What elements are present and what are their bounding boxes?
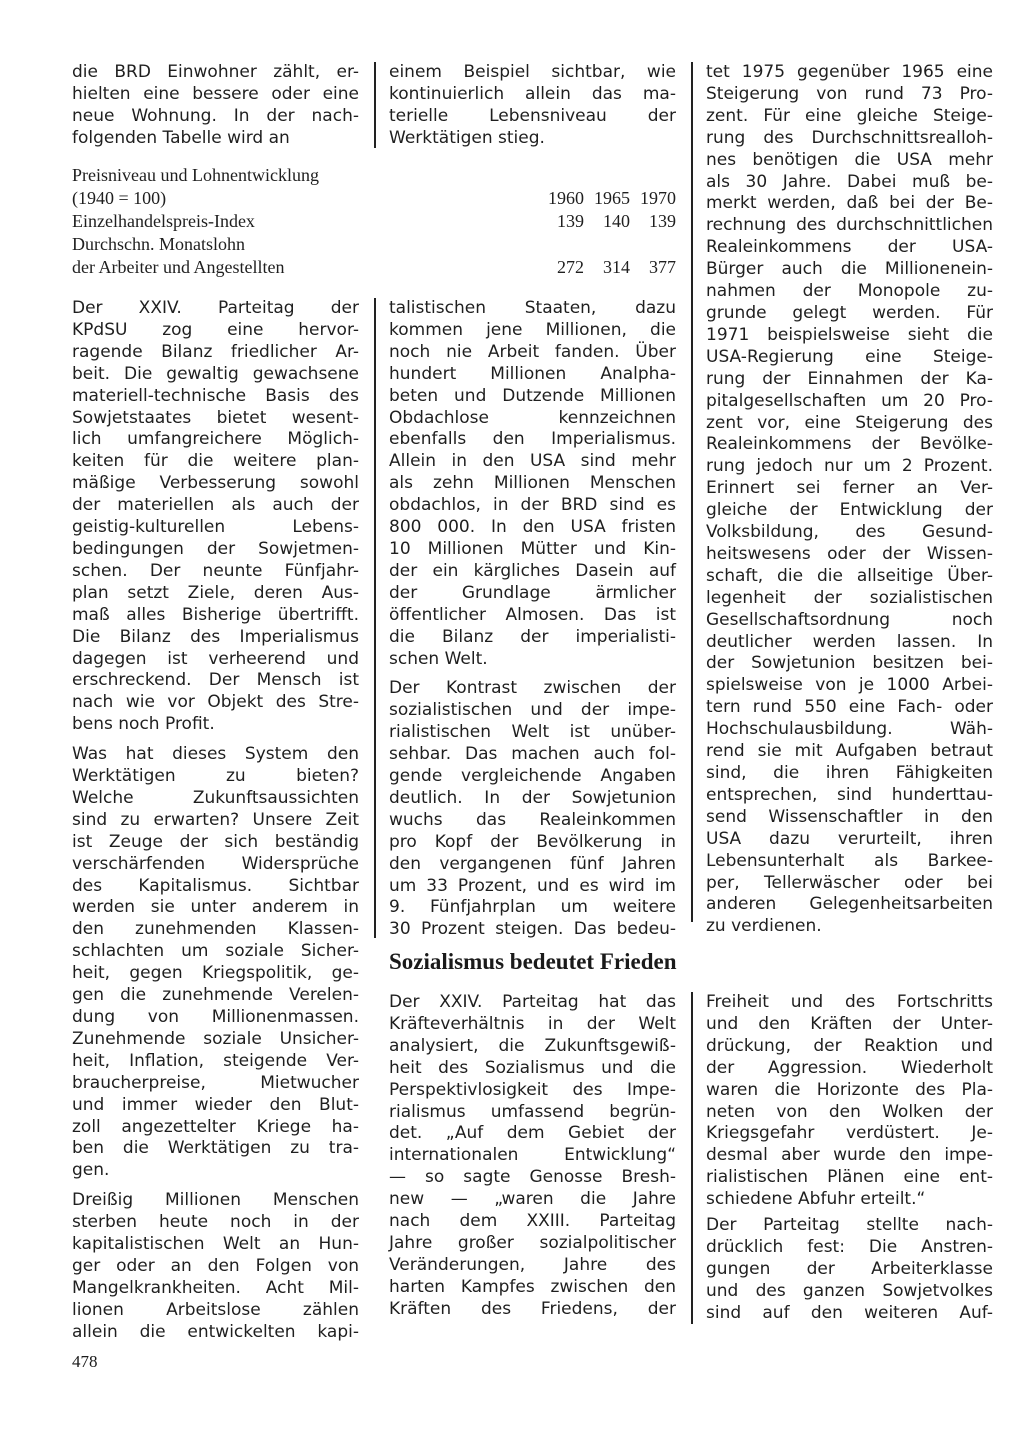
- text-line: den vergangenen fünf Jahren: [389, 853, 676, 874]
- text-line: sterben heute noch in der: [72, 1212, 359, 1233]
- text-line: nach dem XXIII. Parteitag: [389, 1211, 676, 1232]
- text-line: rend sie mit Aufgaben betraut: [706, 741, 993, 762]
- text-line: ben die Werktätigen zu tra-: [72, 1138, 359, 1159]
- text-line: gungen der Arbeiterklasse: [706, 1258, 993, 1279]
- table-row: [72, 256, 676, 279]
- text-line: sozialistischen und der impe-: [389, 700, 676, 721]
- text-line: per, Tellerwäscher oder bei: [706, 872, 993, 893]
- text-line: Jahre großer sozialpolitischer: [389, 1232, 676, 1253]
- text-line: dagegen ist verheerend und: [72, 648, 359, 669]
- paragraph: [389, 678, 676, 941]
- text-line: nes benötigen die USA mehr: [706, 149, 993, 170]
- text-line: sehbar. Das machen auch fol-: [389, 744, 676, 765]
- text-line: KPdSU zog eine hervor-: [72, 319, 359, 340]
- text-line: bens noch Profit.: [72, 714, 215, 735]
- text-line: verschärfenden Widersprüche: [72, 853, 359, 874]
- text-line: geistig-kulturellen Lebens-: [72, 517, 359, 538]
- text-line: merkt werden, daß bei der Be-: [706, 193, 993, 214]
- text-line: Was hat dieses System den: [72, 744, 359, 765]
- text-line: Dreißig Millionen Menschen: [72, 1190, 359, 1211]
- text-line: schen. Der neunte Fünfjahr-: [72, 560, 359, 581]
- table-row: [72, 233, 676, 256]
- text-line: lionen Arbeitslose zählen: [72, 1299, 359, 1320]
- text-line: kapitalistischen Welt an Hun-: [72, 1234, 359, 1255]
- text-line: Hochschulausbildung. Wäh-: [706, 719, 993, 740]
- text-line: zu verdienen.: [706, 916, 822, 937]
- text-line: schaft, die die allseitige Über-: [706, 565, 993, 586]
- text-line: zoll angezettelter Kriege ha-: [72, 1116, 359, 1137]
- text-line: Freiheit und des Fortschritts: [706, 992, 993, 1012]
- table-cell: 140: [603, 211, 630, 231]
- table-row-label: Einzelhandelspreis-Index: [72, 211, 255, 231]
- text-line: ist Zeuge der sich beständig: [72, 831, 359, 852]
- text-line: schiedene Abfuhr erteilt.“: [706, 1189, 926, 1210]
- text-line: als zehn Millionen Menschen: [389, 473, 676, 494]
- text-line: Der Kontrast zwischen der: [389, 678, 676, 699]
- table-row-values: [548, 256, 676, 279]
- text-line: beit. Die gewaltig gewachsene: [72, 363, 359, 384]
- column-3: [706, 62, 993, 938]
- page-number: 478: [72, 1352, 98, 1371]
- text-line: Gesellschaftsordnung noch: [706, 609, 993, 630]
- text-line: new — „waren die Jahre: [389, 1189, 676, 1210]
- table-cell: 139: [557, 211, 584, 231]
- paragraph: [72, 298, 359, 736]
- text-line: gen.: [72, 1160, 110, 1181]
- paragraph: [706, 62, 993, 938]
- price-wage-table: [72, 164, 676, 279]
- text-line: erschreckend. Der Mensch ist: [72, 670, 359, 691]
- column-rule-3: [691, 992, 693, 1324]
- text-line: Perspektivlosigkeit des Impe-: [389, 1079, 676, 1100]
- text-line: rialistischen Plänen eine ent-: [706, 1167, 993, 1188]
- text-line: 1971 beispielsweise sieht die: [706, 324, 993, 345]
- section-heading: Sozialismus bedeutet Frieden: [389, 949, 677, 974]
- text-line: braucherpreise, Mietwucher: [72, 1072, 359, 1093]
- text-line: USA-Regierung eine Steige-: [706, 346, 993, 367]
- text-line: deutlich. In der Sowjetunion: [389, 787, 676, 808]
- text-line: Realeinkommens der USA-: [706, 237, 993, 258]
- text-line: Zunehmende soziale Unsicher-: [72, 1028, 359, 1049]
- text-line: ger oder an den Folgen von: [72, 1255, 359, 1276]
- text-line: 800 000. In den USA fristen: [389, 517, 676, 538]
- text-line: ragende Bilanz friedlicher Ar-: [72, 341, 359, 362]
- text-line: tern rund 550 eine Fach- oder: [706, 697, 993, 718]
- text-line: Obdachlose kennzeichnen: [389, 407, 676, 428]
- text-line: 9. Fünfjahrplan um weitere: [389, 897, 676, 918]
- text-line: desmal aber wurde den impe-: [706, 1145, 993, 1166]
- text-line: Mangelkrankheiten. Acht Mil-: [72, 1277, 359, 1298]
- column-2-lower: [389, 992, 676, 1321]
- column-rule-top: [374, 62, 376, 148]
- text-line: gende vergleichende Angaben: [389, 766, 676, 787]
- text-line: harten Kampfes zwischen den: [389, 1276, 676, 1297]
- text-line: öffentlicher Almosen. Das ist: [389, 604, 676, 625]
- text-line: um 33 Prozent, und es wird im: [389, 875, 676, 896]
- text-line: send Wissenschaftler in den: [706, 806, 993, 827]
- text-line: werden sie unter anderem in: [72, 897, 359, 918]
- text-line: det. „Auf dem Gebiet der: [389, 1123, 676, 1144]
- text-line: kommen jene Millionen, die: [389, 319, 676, 340]
- text-line: nahmen der Monopole zu-: [706, 281, 993, 302]
- text-line: noch nie Arbeit fanden. Über: [389, 341, 676, 362]
- column-1: [72, 298, 359, 1344]
- text-line: der Sowjetunion besitzen bei-: [706, 653, 993, 674]
- text-line: internationalen Entwicklung“: [389, 1145, 676, 1166]
- text-line: USA dazu verurteilt, ihren: [706, 828, 993, 849]
- table-cell: 272: [557, 257, 584, 277]
- table-row-label: der Arbeiter und Angestellten: [72, 257, 285, 277]
- table-years: [548, 187, 676, 210]
- text-line: ebenfalls den Imperialismus.: [389, 429, 676, 450]
- text-line: 10 Millionen Mütter und Kin-: [389, 538, 676, 559]
- text-line: obdachlos, in der BRD sind es: [389, 495, 676, 516]
- paragraph: [389, 992, 676, 1321]
- text-line: spielsweise von je 1000 Arbei-: [706, 675, 993, 696]
- column-3-lower: [706, 992, 993, 1325]
- text-line: Der XXIV. Parteitag der: [72, 298, 359, 318]
- text-line: die BRD Einwohner zählt, er-: [72, 62, 359, 82]
- paragraph: [72, 1190, 359, 1343]
- text-line: rung der Einnahmen der Ka-: [706, 368, 993, 389]
- paragraph: [706, 1215, 993, 1325]
- text-line: der ein kärgliches Dasein auf: [389, 560, 676, 581]
- text-line: der Grundlage ärmlicher: [389, 582, 676, 603]
- text-line: Werktätigen stieg.: [389, 127, 545, 148]
- text-line: Werktätigen zu bieten?: [72, 766, 359, 787]
- text-line: neten von den Wolken der: [706, 1101, 993, 1122]
- text-line: analysiert, die Zukunftsgewiß-: [389, 1035, 676, 1056]
- text-line: waren die Horizonte des Pla-: [706, 1079, 993, 1100]
- text-line: rung jedoch nur um 2 Prozent.: [706, 456, 993, 477]
- table-row: [72, 210, 676, 233]
- column-2: [389, 298, 676, 941]
- text-line: entsprechen, sind hunderttau-: [706, 784, 993, 805]
- text-line: pro Kopf der Bevölkerung in: [389, 831, 676, 852]
- text-line: rung des Durchschnittsreallоh-: [706, 127, 993, 148]
- text-line: legenheit der sozialistischen: [706, 587, 993, 608]
- text-line: drücklich fest: Die Anstren-: [706, 1236, 993, 1257]
- text-line: beten und Dutzende Millionen: [389, 385, 676, 406]
- text-line: pitalgesellschaften um 20 Pro-: [706, 390, 993, 411]
- year-1: 1960: [548, 188, 584, 208]
- text-line: bedingungen der Sowjetmen-: [72, 538, 359, 559]
- text-line: Der XXIV. Parteitag hat das: [389, 992, 676, 1012]
- text-line: Allein in den USA sind mehr: [389, 451, 676, 472]
- text-line: rechnung des durchschnittlichen: [706, 215, 993, 236]
- text-line: anderen Gelegenheitsarbeiten: [706, 894, 993, 915]
- text-line: keiten für die weitere plan-: [72, 451, 359, 472]
- text-line: hielten eine bessere oder eine: [72, 83, 359, 104]
- text-line: sind, die ihren Fähigkeiten: [706, 763, 993, 783]
- text-line: rialismus umfassend begrün-: [389, 1101, 676, 1122]
- text-line: heit, gegen Kriegspolitik, ge-: [72, 963, 359, 984]
- text-line: — so sagte Genosse Bresh-: [389, 1167, 676, 1188]
- text-line: Kräften des Friedens, der: [389, 1298, 676, 1319]
- text-line: allein die entwickelten kapi-: [72, 1321, 359, 1342]
- text-line: heit, Inflation, steigende Ver-: [72, 1050, 359, 1071]
- paragraph: [389, 298, 676, 670]
- text-line: der materiellen als auch der: [72, 495, 359, 516]
- paragraph: [706, 992, 993, 1211]
- text-line: Lebensunterhalt als Barkee-: [706, 850, 993, 871]
- text-line: talistischen Staaten, dazu: [389, 298, 676, 318]
- text-line: Kriegsgefahr verdüstert. Je-: [706, 1123, 993, 1144]
- text-line: zent. Für eine gleiche Steige-: [706, 105, 993, 126]
- text-line: schen Welt.: [389, 648, 488, 669]
- text-line: maß alles Bisherige übertrifft.: [72, 604, 359, 625]
- text-line: plan setzt Ziele, deren Aus-: [72, 582, 359, 603]
- text-line: Der Parteitag stellte nach-: [706, 1215, 993, 1236]
- table-title: Preisniveau und Lohnentwicklung: [72, 165, 319, 185]
- text-line: folgenden Tabelle wird an: [72, 127, 290, 148]
- table-row-values: [548, 210, 676, 233]
- table-cell: 377: [649, 257, 676, 277]
- year-2: 1965: [594, 188, 630, 208]
- year-3: 1970: [640, 188, 676, 208]
- text-line: heit des Sozialismus und die: [389, 1057, 676, 1078]
- text-line: Realeinkommens der Bevölke-: [706, 434, 993, 455]
- text-line: des Kapitalismus. Sichtbar: [72, 875, 359, 896]
- text-line: neue Wohnung. In der nach-: [72, 105, 359, 126]
- text-line: Bürger auch die Millionenein-: [706, 259, 993, 280]
- table-cell: 139: [649, 211, 676, 231]
- table-row-label: Durchschn. Monatslohn: [72, 234, 245, 254]
- text-line: gleiche der Entwicklung der: [706, 500, 993, 521]
- text-line: und des ganzen Sowjetvolkes: [706, 1280, 993, 1301]
- text-line: deutlicher werden lassen. In: [706, 631, 993, 652]
- table-subtitle: (1940 = 100): [72, 188, 167, 208]
- text-line: sind auf den weiteren Auf-: [706, 1302, 993, 1323]
- text-line: kontinuierlich allein das ma-: [389, 83, 676, 104]
- text-line: zent vor, eine Steigerung des: [706, 412, 993, 433]
- paragraph: [72, 744, 359, 1182]
- text-line: Die Bilanz des Imperialismus: [72, 626, 359, 647]
- text-line: nach wie vor Objekt des Stre-: [72, 692, 359, 713]
- top-col1: [72, 62, 359, 150]
- text-line: Volksbildung, des Gesund-: [706, 522, 993, 543]
- text-line: heitswesens oder der Wissen-: [706, 543, 993, 564]
- top-col2: [389, 62, 676, 150]
- text-line: gen die zunehmende Verelen-: [72, 985, 359, 1006]
- text-line: 30 Prozent steigen. Das bedeu-: [389, 919, 676, 940]
- text-line: den zunehmenden Klassen-: [72, 919, 359, 940]
- text-line: tet 1975 gegenüber 1965 eine: [706, 62, 993, 82]
- text-line: grunde gelegt werden. Für: [706, 302, 993, 323]
- text-line: Welche Zukunftsaussichten: [72, 787, 359, 808]
- text-line: und immer wieder den Blut-: [72, 1094, 359, 1115]
- text-line: schlachten um soziale Sicher-: [72, 941, 359, 962]
- text-line: Sowjetstaates bietet wesent-: [72, 407, 359, 428]
- column-rule-2: [691, 62, 693, 922]
- table-header-row: [72, 187, 676, 210]
- text-line: einem Beispiel sichtbar, wie: [389, 62, 676, 82]
- column-rule-1: [374, 298, 376, 938]
- text-line: sind zu erwarten? Unsere Zeit: [72, 809, 359, 830]
- text-line: und den Kräften der Unter-: [706, 1013, 993, 1034]
- text-line: rialistischen Welt ist unüber-: [389, 722, 676, 743]
- text-line: als 30 Jahre. Dabei muß be-: [706, 171, 993, 192]
- text-line: die Bilanz der imperialisti-: [389, 626, 676, 647]
- text-line: der Aggression. Wiederholt: [706, 1057, 993, 1078]
- text-line: drückung, der Reaktion und: [706, 1035, 993, 1056]
- text-line: Steigerung von rund 73 Pro-: [706, 83, 993, 104]
- text-line: Kräfteverhältnis in der Welt: [389, 1013, 676, 1034]
- text-line: Erinnert sei ferner an Ver-: [706, 478, 993, 499]
- text-line: wuchs das Realeinkommen: [389, 809, 676, 830]
- text-line: materiell-technische Basis des: [72, 385, 359, 406]
- text-line: mäßige Verbesserung sowohl: [72, 473, 359, 494]
- text-line: lich umfangreichere Möglich-: [72, 429, 359, 450]
- text-line: Veränderungen, Jahre des: [389, 1254, 676, 1275]
- text-line: terielle Lebensniveau der: [389, 105, 676, 126]
- text-line: hundert Millionen Analpha-: [389, 363, 676, 384]
- text-line: dung von Millionenmassen.: [72, 1007, 359, 1027]
- table-cell: 314: [603, 257, 630, 277]
